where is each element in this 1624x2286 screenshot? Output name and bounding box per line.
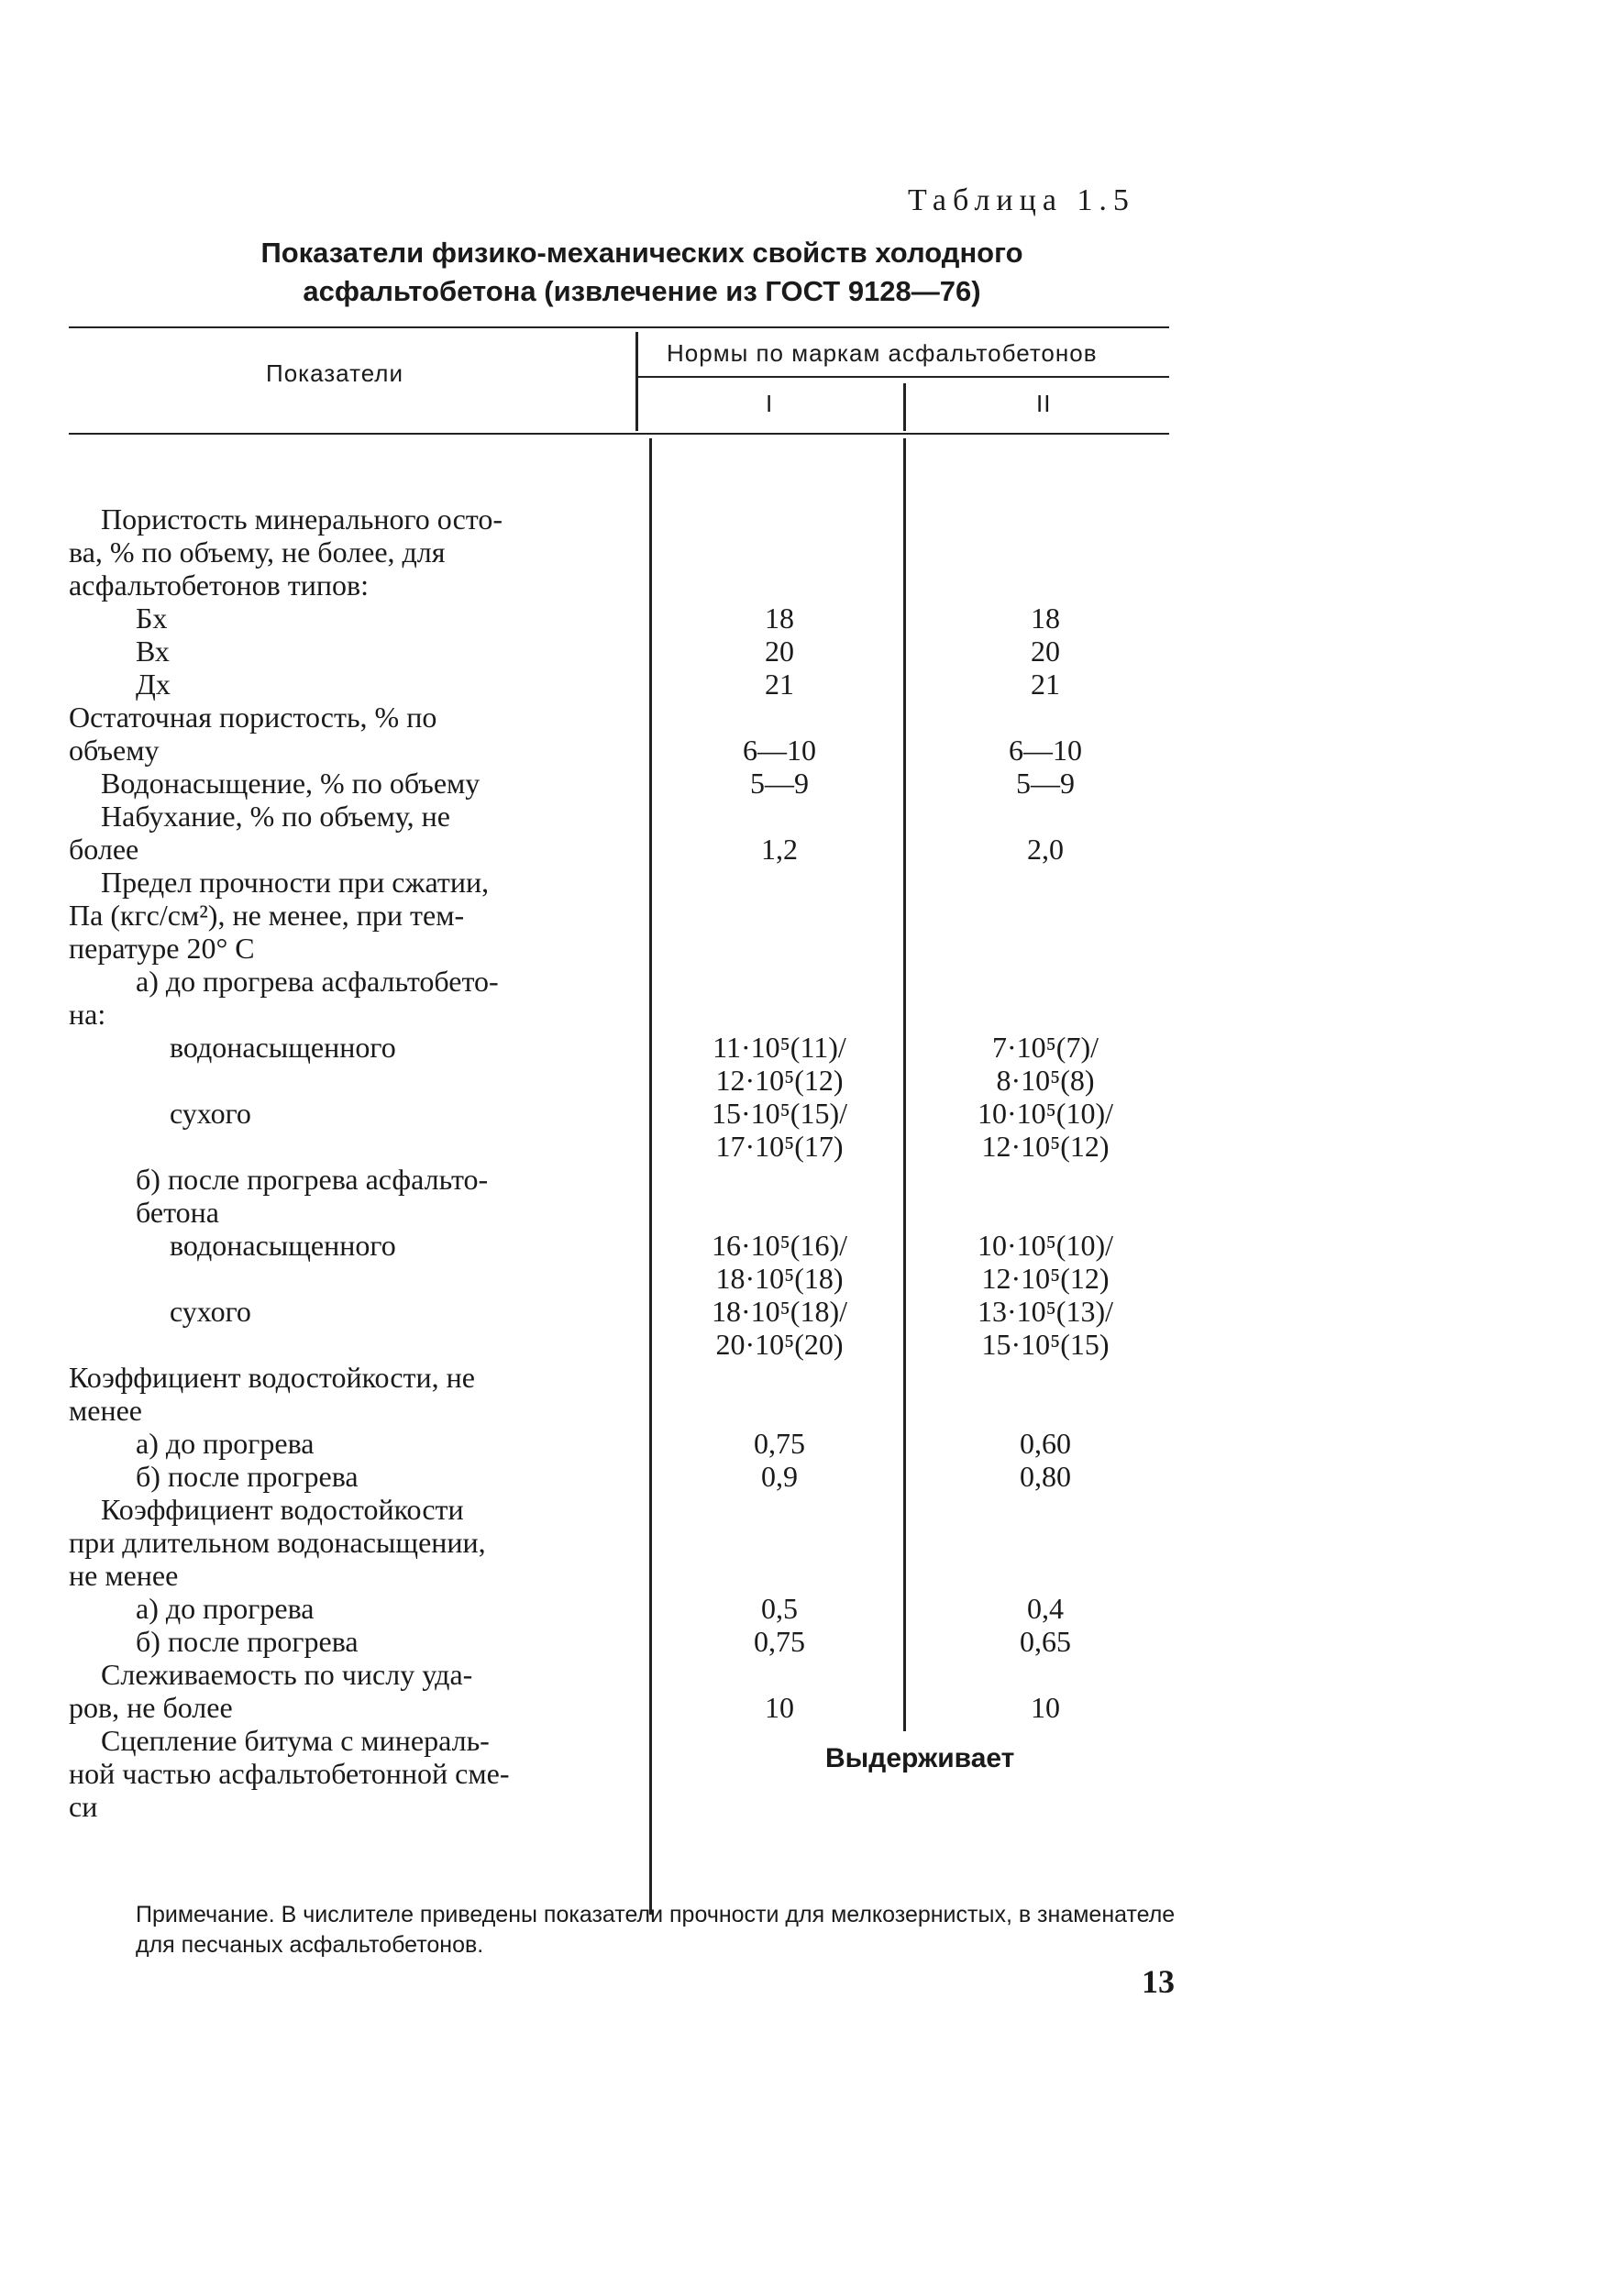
- porosity-dx-grade1: 21: [765, 668, 794, 701]
- adhesion-value: Выдерживает: [825, 1743, 1015, 1773]
- strength-label-2: Па (кгс/см²), не менее, при тем-: [69, 899, 465, 932]
- water-resistance-b-grade1: 0,9: [761, 1460, 798, 1493]
- header-grade-2: II: [1036, 390, 1052, 417]
- water-resistance-a-grade2: 0,60: [1020, 1427, 1071, 1460]
- header-divider-left: [635, 332, 638, 431]
- porosity-type-vx: Вх: [136, 635, 170, 668]
- caking-label-2: ров, не более: [69, 1691, 233, 1724]
- strength-b-dry-label: сухого: [170, 1295, 251, 1328]
- caking-grade1: 10: [765, 1691, 794, 1724]
- strength-a-dry-grade1-num: 15·10⁵(15)/: [711, 1097, 847, 1130]
- strength-b-dry-grade2-den: 15·10⁵(15): [981, 1328, 1110, 1361]
- porosity-label-2: ва, % по объему, не более, для: [69, 536, 446, 569]
- header-indicators: Показатели: [266, 359, 403, 387]
- long-water-resistance-a-grade2: 0,4: [1027, 1592, 1064, 1625]
- long-water-resistance-a-grade1: 0,5: [761, 1592, 798, 1625]
- porosity-bx-grade2: 18: [1031, 602, 1060, 635]
- strength-b-wet-grade1-den: 18·10⁵(18): [715, 1262, 844, 1295]
- water-resistance-a-grade1: 0,75: [754, 1427, 805, 1460]
- strength-b-label-1: б) после прогрева асфальто-: [136, 1163, 489, 1196]
- residual-grade1: 6—10: [743, 734, 816, 767]
- header-grade-1: I: [766, 390, 774, 417]
- strength-a-label-2: на:: [69, 998, 106, 1031]
- strength-label-1: Предел прочности при сжатии,: [101, 866, 490, 899]
- header-bottom-rule: [69, 433, 1169, 435]
- water-saturation-grade2: 5—9: [1016, 767, 1075, 800]
- table-footnote: Примечание. В числителе приведены показатели прочности для мелкозернистых, в знаменателе для песчаных асфальтобетонов.: [136, 1902, 1176, 1958]
- swelling-label-1: Набухание, % по объему, не: [101, 800, 450, 833]
- strength-b-wet-grade2-den: 12·10⁵(12): [981, 1262, 1110, 1295]
- strength-b-dry-grade1-num: 18·10⁵(18)/: [711, 1295, 847, 1328]
- strength-b-wet-grade1-num: 16·10⁵(16)/: [711, 1229, 847, 1262]
- body-divider-left: [649, 438, 652, 1915]
- long-water-resistance-label-3: не менее: [69, 1559, 179, 1592]
- porosity-label-3: асфальтобетонов типов:: [69, 569, 370, 602]
- swelling-grade1: 1,2: [761, 833, 798, 866]
- adhesion-label-2: ной частью асфальтобетонной сме-: [69, 1757, 510, 1790]
- long-water-resistance-b-label: б) после прогрева: [136, 1625, 359, 1658]
- strength-a-wet-grade1-den: 12·10⁵(12): [715, 1064, 844, 1097]
- strength-a-dry-grade1-den: 17·10⁵(17): [715, 1130, 844, 1163]
- water-resistance-b-grade2: 0,80: [1020, 1460, 1071, 1493]
- porosity-dx-grade2: 21: [1031, 668, 1060, 701]
- table-caption: Таблица 1.5: [908, 183, 1135, 217]
- residual-label-1: Остаточная пористость, % по: [69, 701, 437, 734]
- adhesion-label-1: Сцепление битума с минераль-: [101, 1724, 490, 1757]
- adhesion-label-3: си: [69, 1790, 98, 1823]
- water-saturation-grade1: 5—9: [750, 767, 809, 800]
- water-resistance-label-1: Коэффициент водостойкости, не: [69, 1361, 475, 1394]
- strength-b-dry-grade1-den: 20·10⁵(20): [715, 1328, 844, 1361]
- strength-label-3: пературе 20° С: [69, 932, 255, 965]
- long-water-resistance-b-grade2: 0,65: [1020, 1625, 1071, 1658]
- header-divider-middle: [903, 383, 906, 431]
- strength-a-dry-grade2-num: 10·10⁵(10)/: [977, 1097, 1113, 1130]
- strength-b-dry-grade2-num: 13·10⁵(13)/: [977, 1295, 1113, 1328]
- strength-a-dry-grade2-den: 12·10⁵(12): [981, 1130, 1110, 1163]
- long-water-resistance-a-label: а) до прогрева: [136, 1592, 315, 1625]
- table-title: Показатели физико-механических свойств холодного асфальтобетона (извлечение из ГОСТ 9128—76): [260, 237, 1023, 307]
- strength-b-label-2: бетона: [136, 1196, 219, 1229]
- long-water-resistance-label-1: Коэффициент водостойкости: [101, 1493, 464, 1526]
- caking-label-1: Слеживаемость по числу уда-: [101, 1658, 473, 1691]
- porosity-vx-grade2: 20: [1031, 635, 1060, 668]
- strength-a-label-1: а) до прогрева асфальтобето-: [136, 965, 499, 998]
- water-resistance-label-2: менее: [69, 1394, 142, 1427]
- swelling-label-2: более: [69, 833, 139, 866]
- caking-grade2: 10: [1031, 1691, 1060, 1724]
- long-water-resistance-b-grade1: 0,75: [754, 1625, 805, 1658]
- water-saturation-label: Водонасыщение, % по объему: [101, 767, 481, 800]
- strength-a-wet-grade2-num: 7·10⁵(7)/: [991, 1031, 1099, 1064]
- header-sub-rule: [637, 376, 1169, 378]
- table-top-rule: [69, 326, 1169, 328]
- page-number: 13: [1142, 1963, 1175, 2000]
- porosity-vx-grade1: 20: [765, 635, 794, 668]
- strength-a-wet-label: водонасыщенного: [170, 1031, 396, 1064]
- porosity-label-1: Пористость минерального осто-: [101, 502, 503, 536]
- strength-a-wet-grade1-num: 11·10⁵(11)/: [713, 1031, 846, 1064]
- header-norms: Нормы по маркам асфальтобетонов: [667, 339, 1098, 367]
- water-resistance-b-label: б) после прогрева: [136, 1460, 359, 1493]
- strength-a-dry-label: сухого: [170, 1097, 251, 1130]
- porosity-bx-grade1: 18: [765, 602, 794, 635]
- swelling-grade2: 2,0: [1027, 833, 1064, 866]
- strength-a-wet-grade2-den: 8·10⁵(8): [996, 1064, 1095, 1097]
- residual-label-2: объему: [69, 734, 160, 767]
- strength-b-wet-label: водонасыщенного: [170, 1229, 396, 1262]
- residual-grade2: 6—10: [1009, 734, 1082, 767]
- strength-b-wet-grade2-num: 10·10⁵(10)/: [977, 1229, 1113, 1262]
- porosity-type-dx: Дх: [136, 668, 171, 701]
- body-divider-middle: [903, 438, 906, 1731]
- porosity-type-bx: Бх: [136, 602, 168, 635]
- long-water-resistance-label-2: при длительном водонасыщении,: [69, 1526, 486, 1559]
- water-resistance-a-label: а) до прогрева: [136, 1427, 315, 1460]
